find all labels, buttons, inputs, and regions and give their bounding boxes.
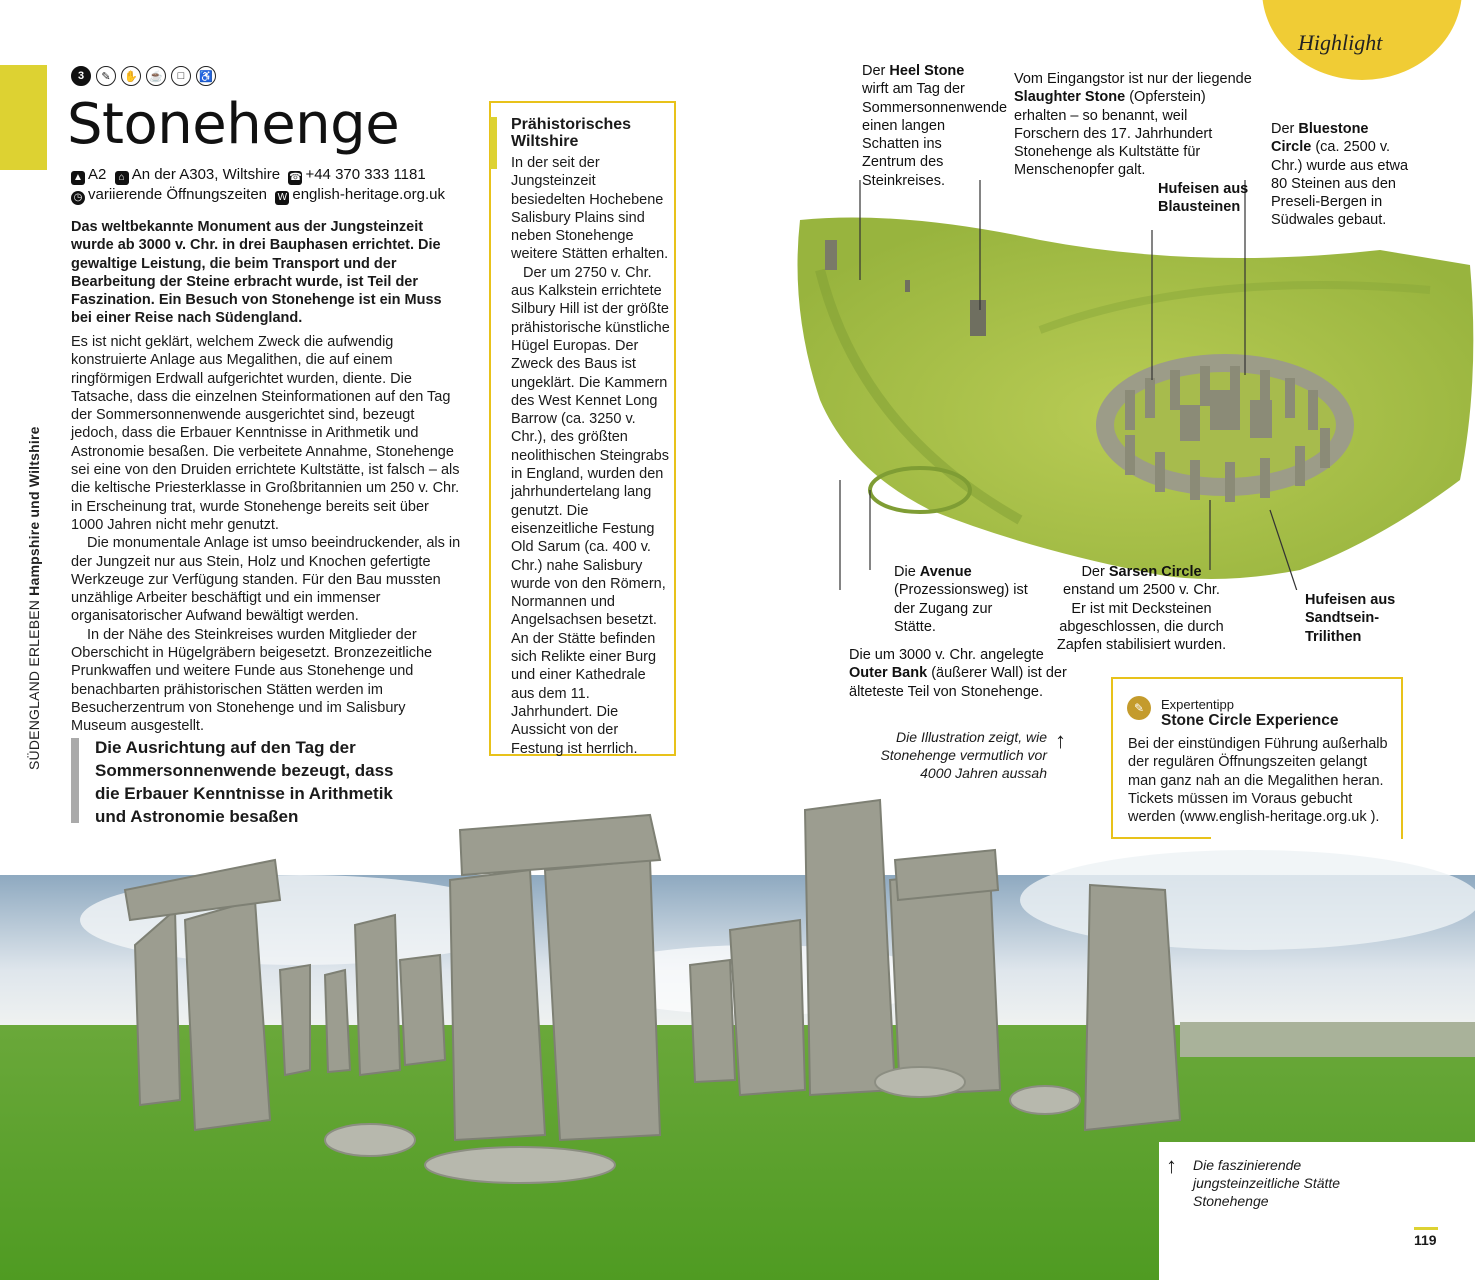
section-color-bar [0, 65, 47, 170]
caption-sandstone-trilithons: Hufeisen aus Sandtsein-Trilithen [1305, 592, 1396, 645]
arrow-up-icon: ↑ [1166, 1153, 1177, 1178]
caption-text: (Opferstein) erhalten – so benannt, weil Forschern des 17. Jahrhundert Stonehenge als Kultstätte für Menschenopfer galt. [1014, 89, 1213, 179]
body-paragraph: In der Nähe des Steinkreises wurden Mitglieder der Oberschicht in Hügelgräbern beigesetzt. Bronzezeitliche Prunkwaffen und weitere Funde aus Stonehenge und benachbarten prähistorischen Stätten werden im Besucherzentrum von Stonehenge und im Salisbury Museum ausgestellt. [71, 626, 433, 735]
caption-text: Der [1271, 121, 1299, 137]
body-text [71, 333, 463, 736]
expert-tip-label: Expertentipp [1161, 697, 1234, 712]
caption-text: Der [1081, 564, 1109, 580]
info-line-1 [71, 166, 426, 185]
info-box-text [511, 154, 671, 758]
info-box-accent [490, 117, 497, 169]
caption-text: Der [862, 63, 890, 79]
map-ref: A2 [88, 166, 107, 183]
intro-paragraph: Das weltbekannte Monument aus der Jungsteinzeit wurde ab 3000 v. Chr. in drei Bauphasen errichtet. Die gewaltige Leistung, die beim Transport und der Bearbeitung der Steine erbracht wurde, ist Teil der Faszination. Ein Besuch von Stonehenge ist ein Muss bei einer Reise nach Südengland. [71, 219, 442, 327]
phone-icon: ☎ [289, 172, 302, 183]
cafe-icon: ☕ [146, 66, 166, 86]
caption-sarsen-circle [1054, 563, 1229, 654]
caption-text: (äußerer Wall) ist der älteteste Teil von Stonehenge. [849, 665, 1067, 700]
opening-hours: variierende Öffnungszeiten [88, 186, 268, 203]
caption-text: Vom Eingangstor ist nur der liegende [1014, 71, 1252, 87]
info-box-paragraph: Der um 2750 v. Chr. aus Kalkstein errichtete Silbury Hill ist der größte prähistorische künstliche Hügel Europas. Der Zweck des Baus ist ungeklärt. Die Kammern des West Kennet Long Barrow (ca. 3250 v. Chr.), des größten neolithischen Steingrabs in England, wurden den jahrhundertelang lang genutzt. Die eisenzeitliche Festung Old Sarum (ca. 400 v. Chr.) nahe Salisbury wurde von den Römern, Normannen und Angelsachsen besetzt. An der Stätte befinden sich Relikte einer Burg und einer Kathedrale aus dem 11. Jahrhundert. Die Aussicht von der Festung ist herrlich. [511, 264, 670, 757]
caption-term: Slaughter Stone [1014, 89, 1126, 106]
entry-number: 3 [71, 66, 91, 86]
web-icon: W [275, 191, 289, 205]
info-box-paragraph: In der seit der Jungsteinzeit besiedelten Hochebene Salisbury Plains sind neben Stonehenge weitere Stätten erhalten. [511, 155, 669, 263]
quote-text: Die Ausrichtung auf den Tag der Sommersonnenwende bezeugt, dass die Erbauer Kenntnisse in Arithmetik und Astronomie besaßen [95, 738, 394, 826]
caption-term: Heel Stone [889, 63, 965, 79]
caption-text: wirft am Tag der Sommersonnenwende einen langen Schatten ins Zentrum des Steinkreises. [862, 81, 1008, 189]
expert-tip-text: Bei der einstündigen Führung außerhalb der regulären Öffnungszeiten gelangt man ganz nah an die Megalithen heran. Tickets müssen im Voraus gebucht werden (www.english-heritage.org.uk ). [1128, 736, 1388, 826]
map-icon: ▲ [71, 171, 85, 185]
ticket-icon: ✎ [96, 66, 116, 86]
caption-bluestone-horseshoe: Hufeisen aus Blausteinen [1158, 181, 1249, 216]
hiking-icon: ✋ [121, 66, 141, 86]
caption-text: (Prozessionsweg) ist der Zugang zur Stätte. [894, 582, 1028, 635]
shop-icon: □ [171, 66, 191, 86]
body-paragraph: Die monumentale Anlage ist umso beeindruckender, als in der Jungzeit nur aus Stein, Holz und Knochen gefertigte Werkzeuge zur Verfügung standen. Für den Bau mussten unzählige Arbeiter beschäftigt und ein immenser organisatorischer Aufwand bewältigt werden. [71, 535, 461, 625]
arrow-up-icon: ↑ [1055, 728, 1066, 753]
caption-text: (ca. 2500 v. Chr.) wurde aus etwa 80 Steinen aus den Preseli-Bergen in Südwales gebaut. [1271, 139, 1409, 229]
info-line-2 [71, 186, 445, 205]
section-label [26, 210, 46, 770]
caption-term: Avenue [919, 564, 972, 580]
phone: +44 370 333 1181 [305, 166, 426, 183]
caption-outer-bank [849, 646, 1069, 701]
region-name: Hampshire und Wiltshire [26, 426, 42, 596]
info-box-title: Prähistorisches Wiltshire [511, 116, 632, 150]
caption-bluestone-circle [1271, 120, 1411, 230]
caption-slaughter-stone [1014, 70, 1254, 180]
page-number-rule [1414, 1227, 1438, 1230]
page-number: 119 [1414, 1232, 1437, 1248]
expert-tip-title: Stone Circle Experience [1161, 712, 1339, 729]
address-icon: ⌂ [115, 171, 129, 185]
photo-caption: Die faszinierende jungsteinzeitliche Stätte Stonehenge [1193, 1157, 1341, 1209]
clock-icon: ◷ [71, 191, 85, 205]
caption-term: Outer Bank [849, 665, 928, 682]
caption-text: Die um 3000 v. Chr. angelegte [849, 647, 1044, 663]
caption-heel-stone [862, 62, 1008, 190]
caption-text: enstand um 2500 v. Chr. Er ist mit Decksteinen abgeschlossen, die durch Zapfen stabilisiert wurden. [1056, 582, 1227, 654]
wheelchair-icon: ♿ [196, 66, 216, 86]
website[interactable]: english-heritage.org.uk [292, 186, 445, 203]
highlight-label: Highlight [1298, 30, 1383, 55]
facility-icons [71, 64, 216, 88]
caption-text: Die [894, 564, 920, 580]
body-paragraph: Es ist nicht geklärt, welchem Zweck die aufwendig konstruierte Anlage aus Megalithen, die auf einem ringförmigen Erdwall aufgerichtet wurden, diente. Die Tatsache, dass die einzelnen Steinformationen auf den Tag der Sommersonnenwende ausgerichtet sind, bezeugt jedoch, dass die Erbauer Kenntnisse in Arithmetik und Astronomie besaßen. Die verbeitete Annahme, Stonehenge sei eine von den Druiden errichtete Kultstätte, ist falsch – als die keltische Priesterklasse in Großbritannien um 250 v. Chr. in Erscheinung trat, wurde Stonehenge bereits seit über 1000 Jahren nicht mehr genutzt. [71, 334, 460, 533]
illustration-caption: Die Illustration zeigt, wie Stonehenge vermutlich vor 4000 Jahren aussah [880, 729, 1047, 781]
address: An der A303, Wiltshire [131, 166, 281, 183]
stonehenge-illustration [780, 180, 1475, 590]
expert-tip-border [1111, 677, 1201, 679]
caption-avenue [894, 563, 1034, 636]
caption-term: Sarsen Circle [1108, 564, 1202, 580]
page-title: Stonehenge [67, 92, 400, 157]
caption-term: Bluestone Circle [1271, 121, 1369, 156]
speech-bubble-icon: ✎ [1127, 696, 1151, 720]
section-name: SÜDENGLAND ERLEBEN [26, 599, 42, 770]
